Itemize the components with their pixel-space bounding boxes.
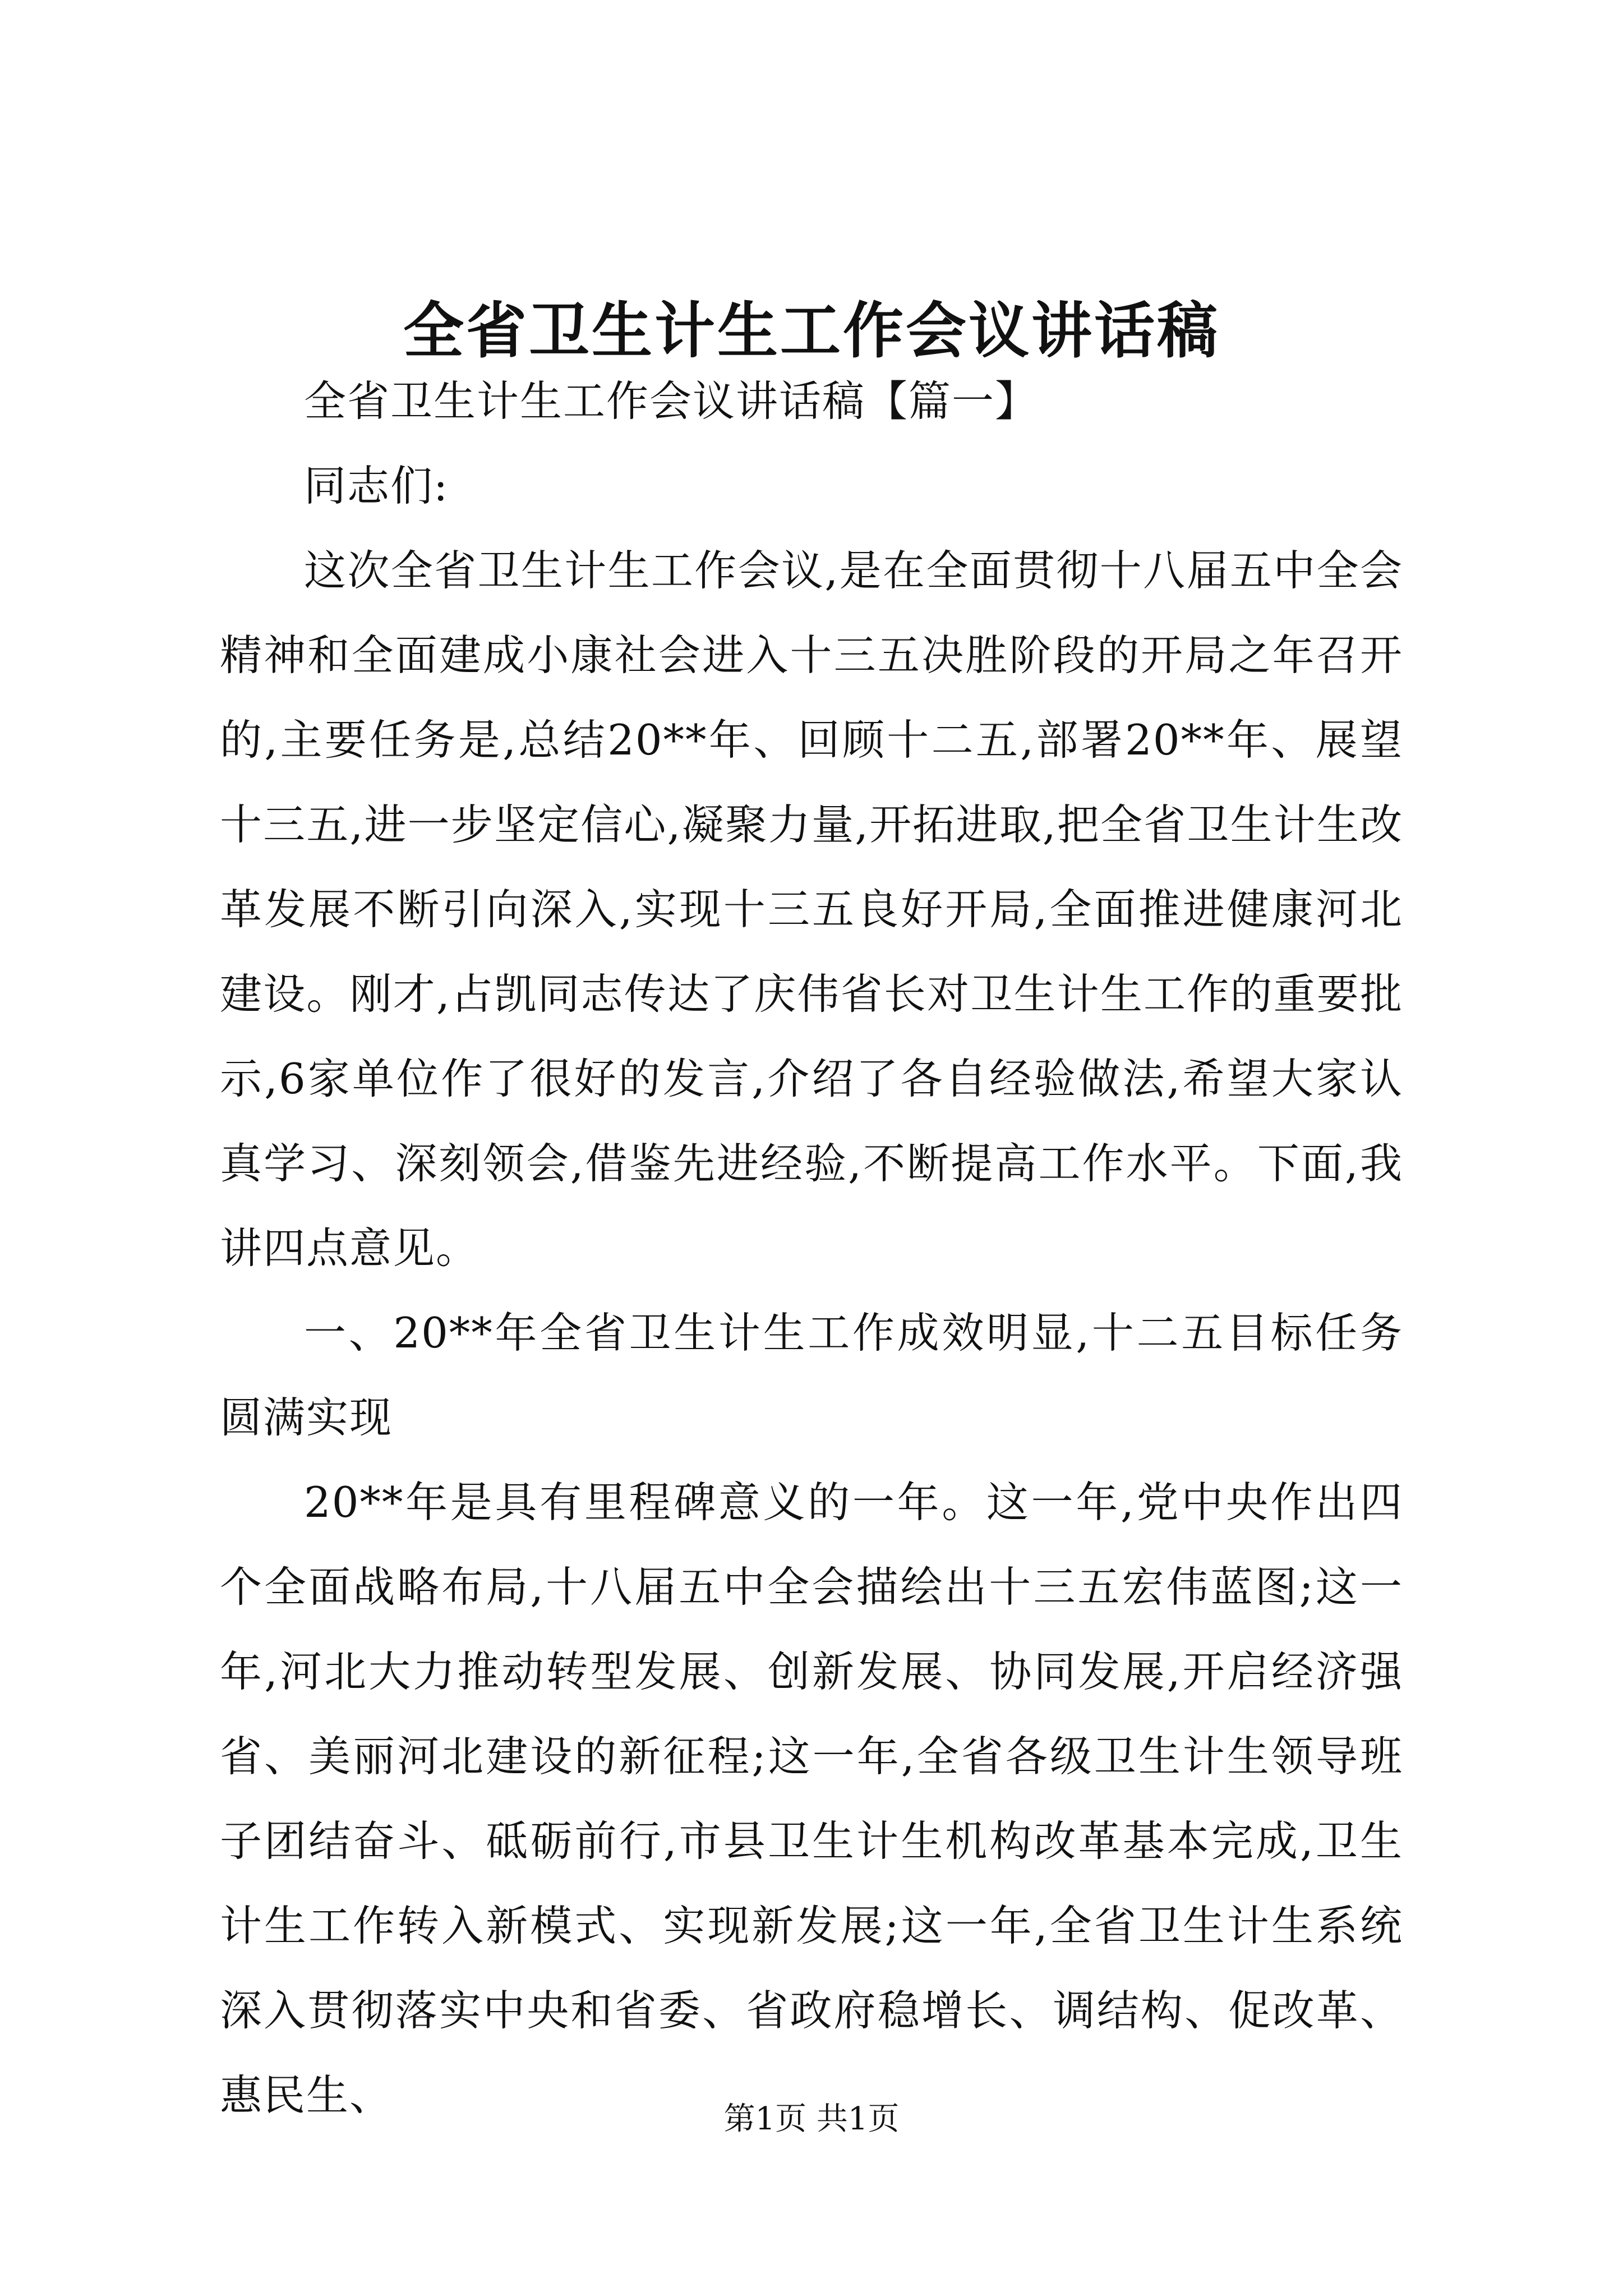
document-body [220,359,1403,2138]
page-footer: 第1页 共1页 [723,2101,900,2137]
salutation: 同志们: [304,461,449,510]
body-paragraph: 20**年是具有里程碑意义的一年。这一年,党中央作出四个全面战略布局,十八届五中全会描绘出十三五宏伟蓝图;这一年,河北大力推动转型发展、创新发展、协同发展,开启经济强省、美丽河北建设的新征程;这一年,全省各级卫生计生领导班子团结奋斗、砥砺前行,市县卫生计生机构改革基本完成,卫生计生工作转入新模式、实现新发展;这一年,全省卫生计生系统深入贯彻落实中央和省委、省政府稳增长、调结构、促改革、惠民生、 [220,1478,1403,2120]
section-heading: 一、20**年全省卫生计生工作成效明显,十二五目标任务圆满实现 [220,1308,1403,1442]
section-heading-part-one: 全省卫生计生工作会议讲话稿【篇一】 [304,376,1039,426]
document-title: 全省卫生计生工作会议讲话稿 [403,296,1220,366]
body-paragraph: 这次全省卫生计生工作会议,是在全面贯彻十八届五中全会精神和全面建成小康社会进入十三五决胜阶段的开局之年召开的,主要任务是,总结20**年、回顾十二五,部署20**年、展望十三五,进一步坚定信心,凝聚力量,开拓进取,把全省卫生计生改革发展不断引向深入,实现十三五良好开局,全面推进健康河北建设。刚才,占凯同志传达了庆伟省长对卫生计生工作的重要批示,6家单位作了很好的发言,介绍了各自经验做法,希望大家认真学习、深刻领会,借鉴先进经验,不断提高工作水平。下面,我讲四点意见。 [220,546,1403,1273]
